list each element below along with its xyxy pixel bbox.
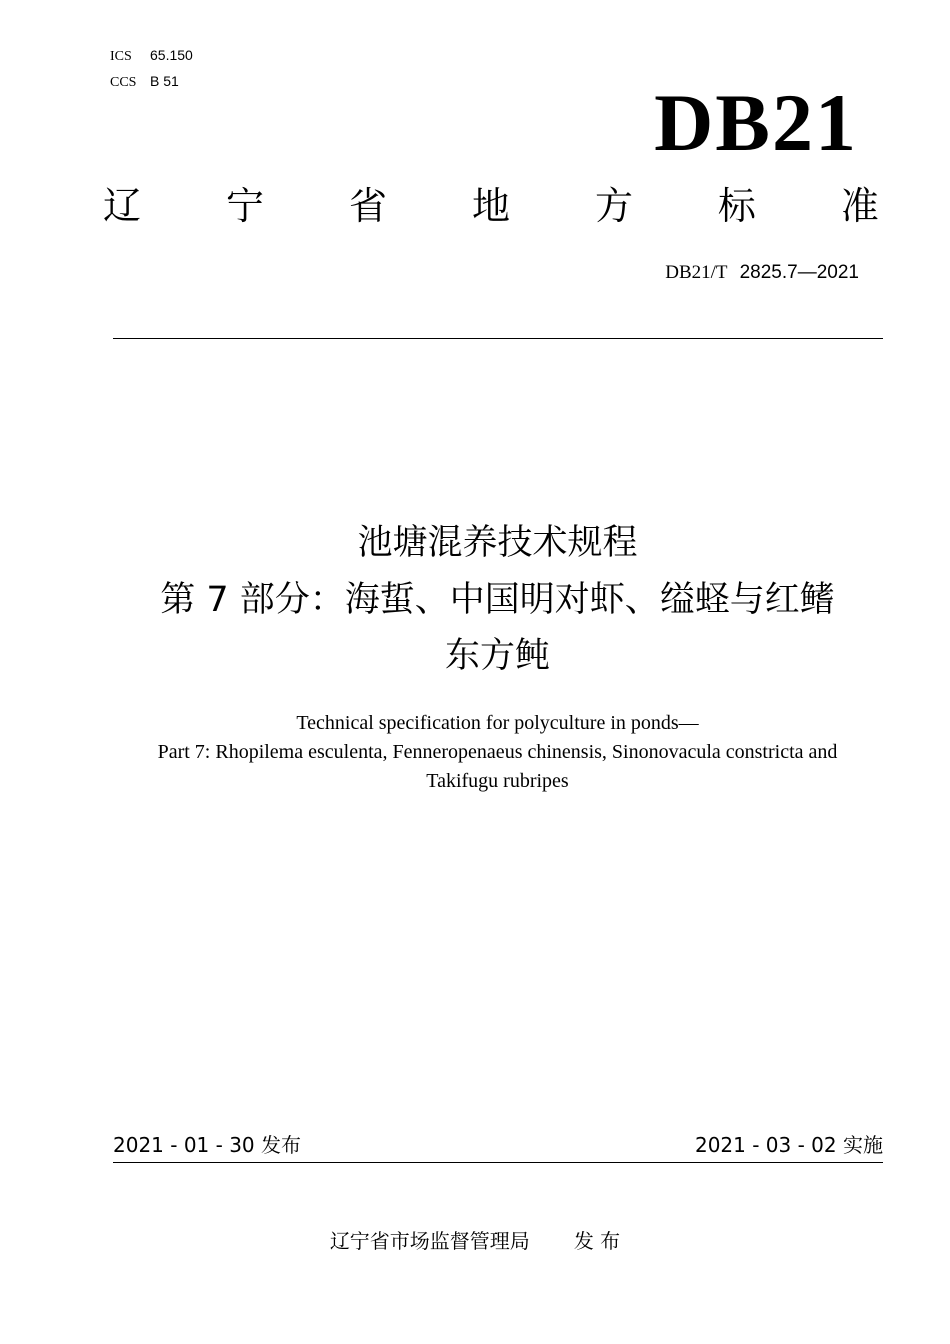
standard-number (665, 260, 859, 285)
standard-type-char: 方 (594, 184, 633, 228)
ccs-label: CCS (110, 75, 137, 90)
title-cn-line3: 东方鲀 (444, 636, 550, 676)
standard-type-char: 宁 (225, 184, 264, 228)
title-cn-line2: 第 7 部分：海蜇、中国明对虾、缢蛏与红鳍 (160, 580, 835, 620)
ics-label: ICS (110, 49, 132, 64)
ics-value: 65.150 (150, 47, 193, 63)
implement-date: 2021 - 03 - 02 实施 (694, 1133, 883, 1157)
standard-number-value: 2825.7—2021 (739, 262, 859, 283)
title-en-line2: Part 7: Rhopilema esculenta, Fenneropenaeus chinensis, Sinonovacula constricta and (157, 741, 838, 763)
standard-code: DB21 (654, 77, 858, 168)
header-divider (113, 338, 883, 339)
ccs-code (110, 72, 179, 92)
standard-type-char: 省 (348, 184, 387, 228)
publisher-name: 辽宁省市场监督管理局 (329, 1229, 530, 1253)
standard-type-char: 地 (471, 184, 510, 228)
standard-type-char: 准 (840, 184, 879, 228)
standard-type-heading (103, 180, 879, 232)
footer-divider (113, 1162, 883, 1163)
ccs-value: B 51 (150, 73, 179, 89)
ics-code (110, 46, 193, 66)
title-en-line3: Takifugu rubripes (426, 770, 569, 792)
standard-type-char: 标 (717, 184, 756, 228)
standard-type-char: 辽 (103, 184, 142, 228)
publisher-line (0, 1228, 950, 1254)
title-en-line1: Technical specification for polyculture in ponds— (296, 712, 699, 734)
title-cn-line1: 池塘混养技术规程 (357, 523, 638, 563)
issue-date: 2021 - 01 - 30 发布 (113, 1133, 302, 1157)
publisher-action: 发 布 (573, 1229, 621, 1253)
standard-number-prefix: DB21/T (665, 262, 728, 283)
